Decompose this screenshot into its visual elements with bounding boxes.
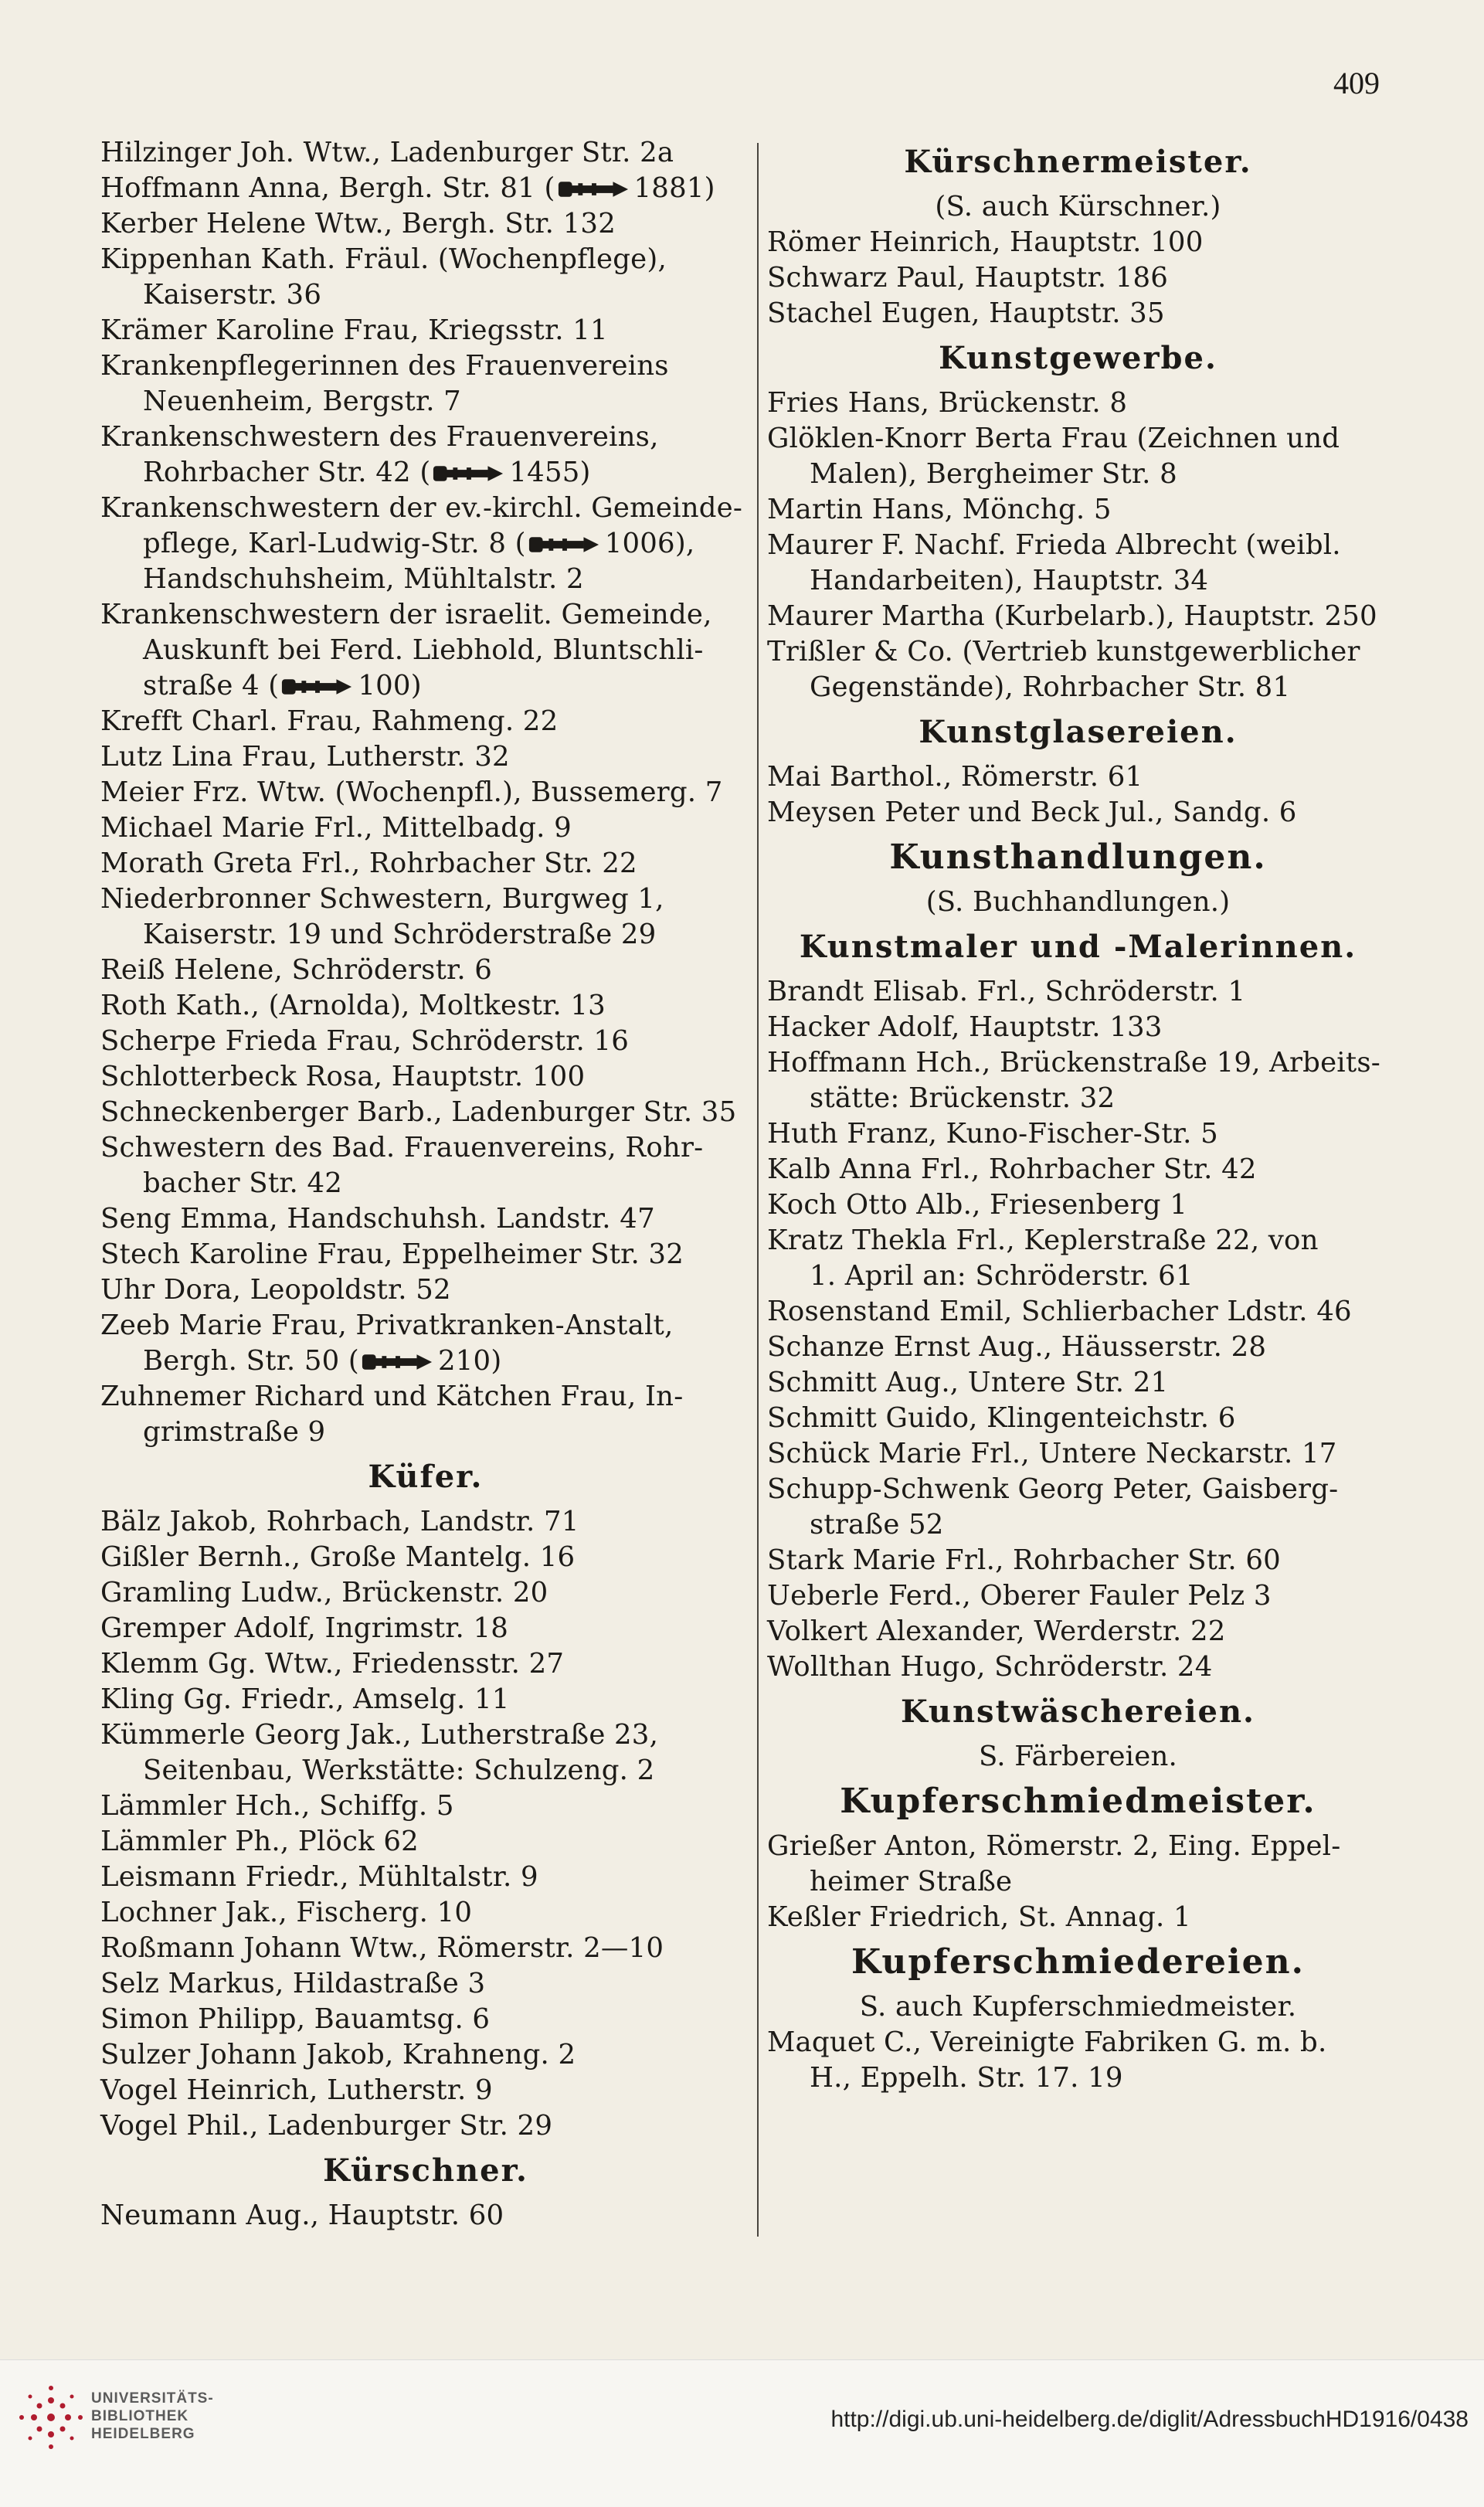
entry-text: Uhr Dora, Leopoldstr. 52 bbox=[100, 1274, 451, 1306]
entry-text: Stachel Eugen, Hauptstr. 35 bbox=[767, 297, 1165, 329]
section-heading bbox=[767, 831, 1389, 885]
university-library-logo bbox=[17, 2383, 85, 2451]
section-heading bbox=[767, 1685, 1389, 1739]
telephone-handset-icon bbox=[430, 463, 506, 484]
directory-entry-line bbox=[767, 1081, 1389, 1116]
directory-entry-line bbox=[100, 775, 751, 810]
entry-text: heimer Straße bbox=[810, 1866, 1013, 1897]
directory-entry-line bbox=[100, 1966, 751, 2002]
entry-text: Hilzinger Joh. Wtw., Ladenburger Str. 2a bbox=[100, 137, 674, 168]
directory-entry-line bbox=[100, 171, 751, 206]
left-column bbox=[100, 135, 751, 2234]
entry-text: stätte: Brückenstr. 32 bbox=[810, 1082, 1116, 1114]
directory-entry-line bbox=[767, 1045, 1389, 1081]
directory-entry-line bbox=[100, 2198, 751, 2234]
entry-text: Kalb Anna Frl., Rohrbacher Str. 42 bbox=[767, 1153, 1257, 1185]
entry-text: Ueberle Ferd., Oberer Fauler Pelz 3 bbox=[767, 1580, 1272, 1612]
telephone-handset-icon bbox=[555, 178, 631, 200]
entry-text: Hoffmann Hch., Brückenstraße 19, Arbeits- bbox=[767, 1047, 1380, 1079]
entry-text: Mai Barthol., Römerstr. 61 bbox=[767, 761, 1143, 793]
entry-text: pflege, Karl-Ludwig-Str. 8 ( bbox=[143, 528, 526, 559]
entry-text: Sulzer Johann Jakob, Krahneng. 2 bbox=[100, 2039, 576, 2070]
directory-entry-line bbox=[100, 1166, 751, 1201]
directory-entry-line bbox=[767, 386, 1389, 421]
directory-entry-line bbox=[767, 1010, 1389, 1045]
entry-text: Kratz Thekla Frl., Keplerstraße 22, von bbox=[767, 1225, 1319, 1256]
entry-text: Fries Hans, Brückenstr. 8 bbox=[767, 387, 1128, 419]
entry-text: Schwarz Paul, Hauptstr. 186 bbox=[767, 262, 1169, 294]
right-column bbox=[767, 135, 1389, 2096]
entry-text: bacher Str. 42 bbox=[143, 1167, 343, 1199]
library-name bbox=[91, 2390, 214, 2443]
entry-text: Vogel Phil., Ladenburger Str. 29 bbox=[100, 2110, 553, 2142]
entry-text: Kürschnermeister. bbox=[904, 144, 1252, 180]
directory-entry-line bbox=[767, 1223, 1389, 1259]
directory-entry-line bbox=[100, 1130, 751, 1166]
telephone-handset-icon bbox=[279, 676, 355, 698]
directory-entry-line bbox=[767, 1507, 1389, 1543]
entry-text: Zeeb Marie Frau, Privatkranken-Anstalt, bbox=[100, 1310, 674, 1341]
entry-text: Handarbeiten), Hauptstr. 34 bbox=[810, 565, 1209, 596]
directory-entry-line bbox=[100, 846, 751, 882]
directory-entry-line bbox=[100, 1272, 751, 1308]
directory-entry-line bbox=[100, 810, 751, 846]
library-name-line: HEIDELBERG bbox=[91, 2426, 195, 2442]
entry-text: H., Eppelh. Str. 17. 19 bbox=[810, 2062, 1123, 2094]
entry-text: Krankenschwestern der israelit. Gemeinde, bbox=[100, 599, 712, 630]
section-heading bbox=[100, 2144, 751, 2198]
entry-text: Hacker Adolf, Hauptstr. 133 bbox=[767, 1011, 1163, 1043]
directory-entry-line bbox=[100, 1824, 751, 1860]
directory-entry-line bbox=[100, 1789, 751, 1824]
entry-text: Niederbronner Schwestern, Burgweg 1, bbox=[100, 883, 664, 915]
directory-entry-line bbox=[767, 1649, 1389, 1685]
entry-text: S. Färbereien. bbox=[978, 1741, 1177, 1772]
entry-text: Kippenhan Kath. Fräul. (Wochenpflege), bbox=[100, 243, 667, 275]
page-number: 409 bbox=[1333, 66, 1380, 100]
directory-entry-line bbox=[767, 1401, 1389, 1436]
phone-number: 210 bbox=[437, 1345, 491, 1377]
directory-entry-line bbox=[100, 455, 751, 491]
entry-text: Keßler Friedrich, St. Annag. 1 bbox=[767, 1901, 1191, 1933]
entry-text: Schanze Ernst Aug., Häusserstr. 28 bbox=[767, 1331, 1267, 1363]
directory-entry-line bbox=[100, 668, 751, 704]
entry-suffix: ) bbox=[579, 457, 591, 488]
entry-text: Simon Philipp, Bauamtsg. 6 bbox=[100, 2003, 491, 2035]
directory-entry-line bbox=[767, 670, 1389, 705]
directory-entry-line bbox=[100, 1237, 751, 1272]
entry-text: Kunstwäschereien. bbox=[901, 1693, 1255, 1730]
source-url-link[interactable]: http://digi.ub.uni-heidelberg.de/diglit/AdressbuchHD1916/0438 bbox=[830, 2407, 1469, 2432]
directory-entry-line bbox=[100, 135, 751, 171]
entry-text: Schlotterbeck Rosa, Hauptstr. 100 bbox=[100, 1061, 586, 1092]
entry-text: Schmitt Guido, Klingenteichstr. 6 bbox=[767, 1402, 1236, 1434]
directory-entry-line bbox=[100, 1682, 751, 1717]
directory-entry-line bbox=[100, 562, 751, 597]
entry-text: Krankenpflegerinnen des Frauenvereins bbox=[100, 350, 669, 382]
entry-text: Kümmerle Georg Jak., Lutherstraße 23, bbox=[100, 1719, 659, 1751]
entry-text: Bergh. Str. 50 ( bbox=[143, 1345, 359, 1377]
directory-entry-line bbox=[100, 2073, 751, 2108]
entry-text: Kling Gg. Friedr., Amselg. 11 bbox=[100, 1683, 510, 1715]
entry-text: Trißler & Co. (Vertrieb kunstgewerblicher bbox=[767, 636, 1360, 668]
entry-text: Roth Kath., (Arnolda), Moltkestr. 13 bbox=[100, 990, 606, 1021]
phone-number: 100 bbox=[358, 670, 411, 701]
directory-entry-line bbox=[100, 633, 751, 668]
entry-text: 1. April an: Schröderstr. 61 bbox=[810, 1260, 1194, 1292]
library-name-line: UNIVERSITÄTS- bbox=[91, 2390, 214, 2407]
entry-text: grimstraße 9 bbox=[143, 1416, 326, 1448]
directory-entry-line bbox=[100, 491, 751, 526]
directory-entry-line bbox=[100, 597, 751, 633]
entry-text: Auskunft bei Ferd. Liebhold, Bluntschli- bbox=[143, 634, 704, 666]
entry-text: Schupp-Schwenk Georg Peter, Gaisberg- bbox=[767, 1473, 1339, 1505]
directory-entry-line bbox=[767, 1543, 1389, 1578]
entry-text: Neumann Aug., Hauptstr. 60 bbox=[100, 2200, 504, 2231]
entry-text: Leismann Friedr., Mühltalstr. 9 bbox=[100, 1861, 538, 1893]
phone-number: 1455 bbox=[509, 457, 580, 488]
section-heading bbox=[767, 331, 1389, 386]
directory-entry-line bbox=[767, 1900, 1389, 1935]
entry-text: straße 4 ( bbox=[143, 670, 280, 701]
directory-entry-line bbox=[767, 2060, 1389, 2096]
entry-text: Lämmler Hch., Schiffg. 5 bbox=[100, 1790, 454, 1822]
directory-entry-line bbox=[767, 421, 1389, 457]
entry-text: Kunsthandlungen. bbox=[889, 837, 1267, 877]
directory-entry-line bbox=[767, 1365, 1389, 1401]
section-heading bbox=[767, 1935, 1389, 1989]
entry-text: Gremper Adolf, Ingrimstr. 18 bbox=[100, 1612, 509, 1644]
section-heading bbox=[100, 1450, 751, 1504]
entry-text: Grießer Anton, Römerstr. 2, Eing. Eppel- bbox=[767, 1830, 1341, 1862]
section-heading bbox=[767, 135, 1389, 189]
directory-entry-line bbox=[767, 1259, 1389, 1294]
directory-entry-line bbox=[100, 1540, 751, 1575]
entry-text: Rosenstand Emil, Schlierbacher Ldstr. 46 bbox=[767, 1296, 1352, 1327]
entry-text: Handschuhsheim, Mühltalstr. 2 bbox=[143, 563, 584, 595]
directory-entry-line bbox=[100, 1860, 751, 1895]
entry-text: Schwestern des Bad. Frauenvereins, Rohr- bbox=[100, 1132, 704, 1163]
cross-reference bbox=[767, 189, 1389, 225]
directory-entry-line bbox=[100, 313, 751, 348]
entry-text: Huth Franz, Kuno-Fischer-Str. 5 bbox=[767, 1118, 1218, 1150]
directory-entry-line bbox=[100, 1059, 751, 1095]
directory-entry-line bbox=[767, 1614, 1389, 1649]
entry-text: Martin Hans, Mönchg. 5 bbox=[767, 494, 1112, 525]
directory-entry-line bbox=[100, 1024, 751, 1059]
entry-text: Schmitt Aug., Untere Str. 21 bbox=[767, 1367, 1169, 1398]
directory-entry-line bbox=[767, 1864, 1389, 1900]
directory-entry-line bbox=[100, 420, 751, 455]
entry-text: Gegenstände), Rohrbacher Str. 81 bbox=[810, 671, 1291, 703]
directory-entry-line bbox=[100, 988, 751, 1024]
directory-entry-line bbox=[100, 1931, 751, 1966]
entry-text: Maurer F. Nachf. Frieda Albrecht (weibl. bbox=[767, 529, 1341, 561]
entry-text: Glöklen-Knorr Berta Frau (Zeichnen und bbox=[767, 423, 1340, 454]
directory-entry-line bbox=[767, 974, 1389, 1010]
entry-text: Stech Karoline Frau, Eppelheimer Str. 32 bbox=[100, 1238, 684, 1270]
directory-entry-line bbox=[100, 1095, 751, 1130]
entry-text: Meier Frz. Wtw. (Wochenpfl.), Bussemerg. 7 bbox=[100, 776, 723, 808]
directory-entry-line bbox=[767, 296, 1389, 331]
entry-text: Maurer Martha (Kurbelarb.), Hauptstr. 250 bbox=[767, 600, 1377, 632]
entry-suffix: ), bbox=[674, 528, 695, 559]
footer bbox=[0, 2359, 1484, 2507]
entry-text: Kürschner. bbox=[323, 2152, 528, 2189]
entry-text: Wollthan Hugo, Schröderstr. 24 bbox=[767, 1651, 1213, 1683]
directory-entry-line bbox=[100, 1611, 751, 1646]
entry-text: Rohrbacher Str. 42 ( bbox=[143, 457, 431, 488]
entry-text: Schneckenberger Barb., Ladenburger Str. 35 bbox=[100, 1096, 737, 1128]
entry-text: (S. auch Kürschner.) bbox=[935, 191, 1221, 223]
directory-entry-line bbox=[767, 1294, 1389, 1330]
directory-entry-line bbox=[767, 563, 1389, 599]
entry-text: Gißler Bernh., Große Mantelg. 16 bbox=[100, 1541, 576, 1573]
telephone-handset-icon bbox=[359, 1351, 435, 1373]
directory-entry-line bbox=[767, 759, 1389, 795]
phone-number: 1006 bbox=[604, 528, 675, 559]
phone-number: 1881 bbox=[633, 172, 705, 204]
directory-entry-line bbox=[100, 277, 751, 313]
column-divider bbox=[757, 143, 759, 2237]
entry-text: Stark Marie Frl., Rohrbacher Str. 60 bbox=[767, 1544, 1281, 1576]
directory-entry-line bbox=[100, 917, 751, 953]
directory-entry-line bbox=[100, 1646, 751, 1682]
entry-text: Michael Marie Frl., Mittelbadg. 9 bbox=[100, 812, 572, 844]
section-heading bbox=[767, 1775, 1389, 1829]
entry-text: Kunstmaler und -Malerinnen. bbox=[799, 929, 1357, 965]
directory-entry-line bbox=[767, 1116, 1389, 1152]
directory-entry-line bbox=[767, 1330, 1389, 1365]
directory-entry-line bbox=[100, 1201, 751, 1237]
entry-text: Kunstgewerbe. bbox=[939, 340, 1217, 376]
directory-entry-line bbox=[100, 2002, 751, 2037]
entry-text: Selz Markus, Hildastraße 3 bbox=[100, 1968, 486, 1999]
directory-entry-line bbox=[767, 492, 1389, 528]
directory-entry-line bbox=[100, 348, 751, 384]
entry-text: Kaiserstr. 36 bbox=[143, 279, 322, 311]
entry-suffix: ) bbox=[491, 1345, 502, 1377]
directory-entry-line bbox=[767, 2025, 1389, 2060]
directory-entry-line bbox=[767, 1152, 1389, 1187]
entry-text: Roßmann Johann Wtw., Römerstr. 2—10 bbox=[100, 1932, 664, 1964]
entry-text: S. auch Kupferschmiedmeister. bbox=[859, 1991, 1297, 2023]
entry-text: straße 52 bbox=[810, 1509, 944, 1541]
entry-text: Meysen Peter und Beck Jul., Sandg. 6 bbox=[767, 797, 1297, 828]
directory-entry-line bbox=[100, 1895, 751, 1931]
directory-entry-line bbox=[767, 1578, 1389, 1614]
directory-entry-line bbox=[100, 882, 751, 917]
cross-reference bbox=[767, 885, 1389, 920]
entry-text: Seng Emma, Handschuhsh. Landstr. 47 bbox=[100, 1203, 655, 1235]
directory-entry-line bbox=[100, 1717, 751, 1753]
entry-text: Reiß Helene, Schröderstr. 6 bbox=[100, 954, 493, 986]
entry-text: Kunstglasereien. bbox=[919, 714, 1238, 750]
entry-text: Kupferschmiedmeister. bbox=[840, 1782, 1316, 1821]
directory-entry-line bbox=[100, 739, 751, 775]
entry-text: Malen), Bergheimer Str. 8 bbox=[810, 458, 1177, 490]
entry-suffix: ) bbox=[704, 172, 715, 204]
directory-entry-line bbox=[767, 260, 1389, 296]
directory-entry-line bbox=[100, 384, 751, 420]
section-heading bbox=[767, 705, 1389, 759]
entry-text: Scherpe Frieda Frau, Schröderstr. 16 bbox=[100, 1025, 630, 1057]
entry-text: Kaiserstr. 19 und Schröderstraße 29 bbox=[143, 919, 657, 950]
directory-entry-line bbox=[100, 2108, 751, 2144]
entry-text: Küfer. bbox=[368, 1459, 484, 1495]
directory-entry-line bbox=[100, 1308, 751, 1344]
entry-text: Krefft Charl. Frau, Rahmeng. 22 bbox=[100, 705, 559, 737]
entry-text: Volkert Alexander, Werderstr. 22 bbox=[767, 1615, 1226, 1647]
section-heading bbox=[767, 920, 1389, 974]
directory-entry-line bbox=[100, 953, 751, 988]
entry-text: Kupferschmiedereien. bbox=[851, 1942, 1305, 1982]
directory-entry-line bbox=[767, 1436, 1389, 1472]
directory-entry-line bbox=[100, 2037, 751, 2073]
directory-entry-line bbox=[100, 206, 751, 242]
entry-text: Seitenbau, Werkstätte: Schulzeng. 2 bbox=[143, 1755, 655, 1786]
directory-entry-line bbox=[767, 225, 1389, 260]
entry-text: Lämmler Ph., Plöck 62 bbox=[100, 1826, 419, 1857]
entry-text: Maquet C., Vereinigte Fabriken G. m. b. bbox=[767, 2026, 1327, 2058]
entry-text: Schück Marie Frl., Untere Neckarstr. 17 bbox=[767, 1438, 1337, 1469]
cross-reference bbox=[767, 1739, 1389, 1775]
directory-entry-line bbox=[100, 704, 751, 739]
entry-text: Krämer Karoline Frau, Kriegsstr. 11 bbox=[100, 314, 608, 346]
directory-entry-line bbox=[767, 1187, 1389, 1223]
entry-text: Krankenschwestern der ev.-kirchl. Gemeinde- bbox=[100, 492, 743, 524]
directory-entry-line bbox=[767, 1829, 1389, 1864]
entry-text: Koch Otto Alb., Friesenberg 1 bbox=[767, 1189, 1187, 1221]
entry-text: Gramling Ludw., Brückenstr. 20 bbox=[100, 1577, 548, 1608]
directory-entry-line bbox=[767, 634, 1389, 670]
directory-entry-line bbox=[767, 599, 1389, 634]
directory-entry-line bbox=[100, 242, 751, 277]
entry-text: Bälz Jakob, Rohrbach, Landstr. 71 bbox=[100, 1506, 579, 1537]
entry-text: Hoffmann Anna, Bergh. Str. 81 ( bbox=[100, 172, 555, 204]
directory-entry-line bbox=[100, 1344, 751, 1379]
directory-entry-line bbox=[100, 1753, 751, 1789]
entry-text: Neuenheim, Bergstr. 7 bbox=[143, 386, 461, 417]
directory-entry-line bbox=[100, 1504, 751, 1540]
cross-reference bbox=[767, 1989, 1389, 2025]
directory-entry-line bbox=[100, 1379, 751, 1415]
directory-entry-line bbox=[767, 795, 1389, 831]
entry-suffix: ) bbox=[410, 670, 422, 701]
directory-entry-line bbox=[100, 1575, 751, 1611]
directory-entry-line bbox=[100, 1415, 751, 1450]
directory-entry-line bbox=[767, 457, 1389, 492]
directory-entry-line bbox=[767, 1472, 1389, 1507]
directory-entry-line bbox=[100, 526, 751, 562]
entry-text: Zuhnemer Richard und Kätchen Frau, In- bbox=[100, 1381, 684, 1412]
entry-text: Kerber Helene Wtw., Bergh. Str. 132 bbox=[100, 208, 616, 239]
entry-text: Krankenschwestern des Frauenvereins, bbox=[100, 421, 659, 453]
entry-text: Vogel Heinrich, Lutherstr. 9 bbox=[100, 2074, 493, 2106]
library-name-line: BIBLIOTHEK bbox=[91, 2408, 189, 2424]
telephone-handset-icon bbox=[526, 534, 602, 555]
entry-text: Römer Heinrich, Hauptstr. 100 bbox=[767, 226, 1204, 258]
directory-entry-line bbox=[767, 528, 1389, 563]
entry-text: Lutz Lina Frau, Lutherstr. 32 bbox=[100, 741, 510, 773]
entry-text: Brandt Elisab. Frl., Schröderstr. 1 bbox=[767, 976, 1246, 1007]
entry-text: Morath Greta Frl., Rohrbacher Str. 22 bbox=[100, 848, 637, 879]
entry-text: Klemm Gg. Wtw., Friedensstr. 27 bbox=[100, 1648, 565, 1680]
entry-text: (S. Buchhandlungen.) bbox=[925, 886, 1231, 918]
entry-text: Lochner Jak., Fischerg. 10 bbox=[100, 1897, 473, 1928]
